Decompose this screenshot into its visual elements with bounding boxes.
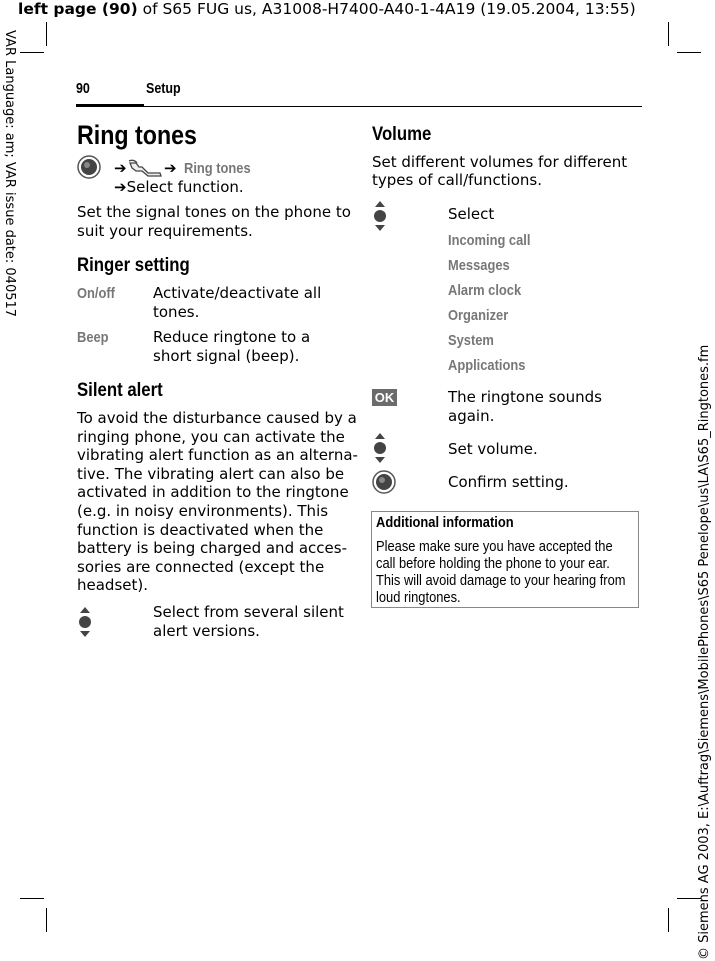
joystick-updown-icon <box>77 606 93 638</box>
joystick-updown-icon <box>372 200 388 232</box>
silent-line: vibrating alert function as an alterna- <box>77 446 358 465</box>
volume-menu-list <box>448 228 544 378</box>
silent-alert-heading: Silent alert <box>77 379 163 401</box>
ok-desc-l1: The ringtone sounds <box>448 388 602 406</box>
header-rule <box>76 106 642 107</box>
menu-item-system: System <box>448 332 494 349</box>
side-text-left <box>1 30 19 320</box>
ringer-desc-beep-l1: Reduce ringtone to a <box>153 328 311 346</box>
joystick-press-icon <box>77 154 103 180</box>
intro-text: Set the signal tones on the phone to suit your requirements. <box>77 203 351 240</box>
info-line: This will avoid damage to your hearing from <box>376 572 626 589</box>
additional-info-box <box>371 511 639 608</box>
nav-select-function: ➔Select function. <box>114 178 244 196</box>
silent-line: sories are connected (except the <box>77 557 325 576</box>
crop-mark <box>668 908 669 932</box>
ringer-setting-heading: Ringer setting <box>77 254 190 276</box>
crop-mark <box>20 898 44 899</box>
volume-intro-l2: types of call/functions. <box>372 171 543 189</box>
silent-line: (e.g. in noisy environments). This <box>77 501 329 520</box>
volume-select-label: Select <box>448 205 495 223</box>
joystick-updown-icon <box>372 432 388 464</box>
side-text-left-label: VAR Language: am; VAR issue date: 040517 <box>2 30 17 318</box>
side-text-right <box>695 344 715 960</box>
joystick-press-icon <box>372 469 398 495</box>
print-header-bold: left page (90) <box>18 0 138 18</box>
crop-mark <box>668 22 669 46</box>
ok-desc-l2: again. <box>448 407 495 425</box>
info-line: loud ringtones. <box>376 589 461 606</box>
menu-item-applications: Applications <box>448 357 526 374</box>
info-line: call before holding the phone to your ear. <box>376 555 610 572</box>
confirm-setting-text: Confirm setting. <box>448 473 569 491</box>
silent-alert-text <box>77 409 358 595</box>
volume-intro-l1: Set different volumes for different <box>372 153 628 171</box>
nav-arrow: ➔ <box>164 159 177 177</box>
side-text-right-label: © Siemens AG 2003, E:\Auftrag\Siemens\MobilePhones\S65 Penelope\us\LA\S65_Ringtones.fm <box>697 344 712 960</box>
info-text <box>376 538 638 606</box>
page-title: Ring tones <box>77 120 197 150</box>
ringer-desc-onoff-l2: tones. <box>153 303 200 321</box>
ringer-term-beep: Beep <box>77 329 109 346</box>
silent-line: activated in addition to the ringtone <box>77 483 349 502</box>
set-volume-text: Set volume. <box>448 440 538 458</box>
page-number: 90 <box>76 81 90 97</box>
menu-item-alarm-clock: Alarm clock <box>448 282 522 299</box>
menu-item-incoming-call: Incoming call <box>448 232 531 249</box>
ringer-desc-beep-l2: short signal (beep). <box>153 347 300 365</box>
info-title: Additional information <box>376 514 514 531</box>
page-section-title: Setup <box>146 81 181 97</box>
volume-heading: Volume <box>372 123 432 145</box>
crop-mark <box>20 52 44 53</box>
nav-target-label: Ring tones <box>184 160 251 177</box>
print-header-rest: of S65 FUG us, A31008-H7400-A40-1-4A19 (19.05.2004, 13:55) <box>137 0 636 18</box>
silent-line: battery is being charged and acces- <box>77 539 347 558</box>
ok-key-icon: OK <box>372 389 397 406</box>
silent-line: To avoid the disturbance caused by a <box>77 409 357 427</box>
info-line: Please make sure you have accepted the <box>376 538 613 555</box>
crop-mark <box>46 908 47 932</box>
silent-line: headset). <box>77 576 148 595</box>
crop-mark <box>46 22 47 46</box>
silent-select-l1: Select from several silent <box>153 603 344 621</box>
menu-item-messages: Messages <box>448 257 510 274</box>
silent-select-l2: alert versions. <box>153 622 260 640</box>
menu-item-organizer: Organizer <box>448 307 509 324</box>
ringer-desc-onoff-l1: Activate/deactivate all <box>153 284 322 302</box>
print-header <box>18 0 636 18</box>
silent-line: function is deactivated when the <box>77 520 324 539</box>
ringer-term-onoff: On/off <box>77 285 115 302</box>
nav-arrow: ➔ <box>114 159 127 177</box>
silent-line: tive. The vibrating alert can also be <box>77 464 345 483</box>
crop-mark <box>677 52 701 53</box>
silent-line: ringing phone, you can activate the <box>77 427 345 446</box>
